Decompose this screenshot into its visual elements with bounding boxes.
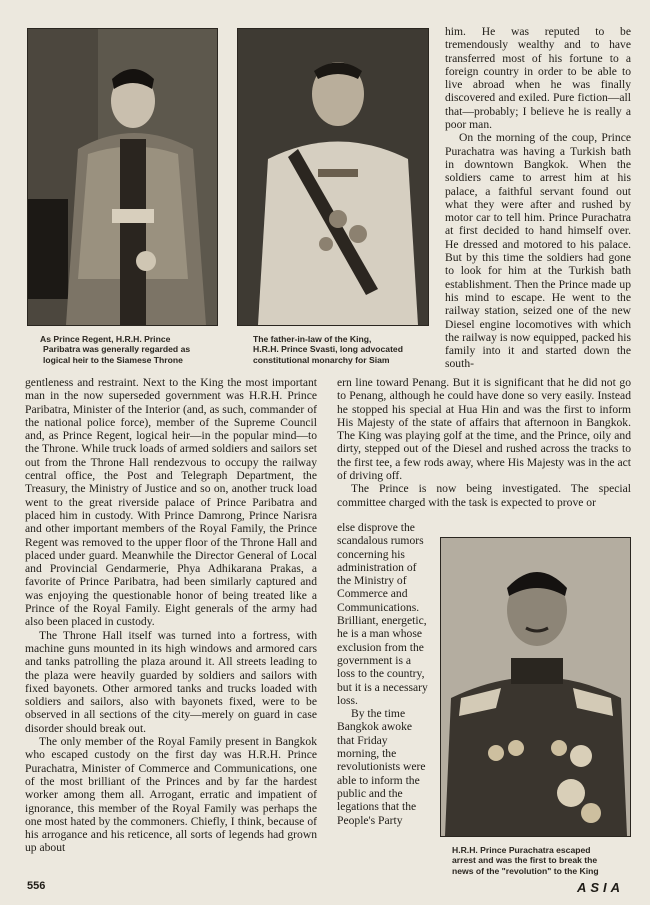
article-column-right-top: [445, 25, 631, 371]
paragraph: The Prince is now being investigated. The special committee charged with the task is expected to prove or: [337, 482, 631, 509]
paragraph: gentleness and restraint. Next to the King the most important man in the now superseded government was H.R.H. Prince Paribatra, Minister of the Interior (and, as such, commander of the national police force), member of the Supreme Council and, as Prince Regent, logical heir—in the popular mind—to the Throne. While truck loads of armed soldiers and sailors set out from the Throne Hall rendezvous to occupy the railway central office, the Post and Telegraph Department, the Treasury, the Ministry of Justice and so on, another truck load went to the great riverside palace of Prince Paribatra and placed him in custody. With Prince Damrong, Prince Narisra and other important members of the Royal Family, the Prince Regent was removed to the upper floor of the Throne Hall and placed under guard. Meanwhile the Director General of Local and Provincial Gendarmerie, Phya Adhikarana Prakas, a favorite of Prince Paribatra, had been similarly captured and was enjoying the questionable honor of being treated like a Prince of the Royal Family. Eight generals of the army had also been placed in custody.: [25, 376, 317, 629]
paragraph: The Throne Hall itself was turned into a fortress, with machine guns mounted in its high windows and armored cars and tanks patrolling the plaza around it. All streets leading to the plaza were heavily guarded by soldiers and sailors with fixed bayonets. Other armored tanks and trucks loaded with soldiers and sailors, also with bayonets fixed, were to be observed in all sections of the city—merely on guard in case disorder should break out.: [25, 628, 317, 735]
photo-prince-svasti: [237, 28, 429, 326]
paragraph: ern line toward Penang. But it is significant that he did not go to Penang, although he could have done so very easily. Instead he stopped his special at Hua Hin and was the first to inform His Majesty of the state of affairs that afternoon in Bangkok. The King was playing golf at the time, and the Prince, oily and dirty, stepped out of the Diesel and rushed across the tracks to the first tee, a few rods away, where His Majesty was in the act of driving off.: [337, 376, 631, 483]
magazine-title: ASIA: [576, 880, 624, 895]
caption-prince-purachatra: [452, 845, 632, 876]
paragraph: On the morning of the coup, Prince Purachatra was having a Turkish bath in downtown Bangkok. When the soldiers came to arrest him at his palace, a faithful servant found out what they were after and rushed by motor car to tell him. Prince Purachatra at first decided to hand himself over. He dressed and motored to his palace. But by this time the soldiers had gone to look for him at the Turkish bath establishment. Then the Prince made up his mind to escape. He went to the railway station, seized one of the new Diesel engine locomotives with which the railway is now equipped, packed his family into it and started down the south-: [445, 131, 631, 371]
paragraph: The only member of the Royal Family present in Bangkok who escaped custody on the first day was H.R.H. Prince Purachatra, Minister of Commerce and Communications, one of the most brilliant of the Princes and by far the hardest worker among them all. Arrogant, erratic and impatient of ignorance, this member of the Royal Family was perhaps the one most hated by the commoners. Chiefly, I think, because of his arrogance and his reticence, all sorts of legends had grown up about: [25, 735, 317, 855]
photo-prince-paribatra: [27, 28, 218, 326]
article-column-right-narrow: [337, 521, 429, 827]
caption-line: As Prince Regent, H.R.H. Prince: [40, 334, 171, 344]
caption-line: constitutional monarchy for Siam: [253, 354, 390, 365]
portrait-figure-purachatra: [441, 538, 630, 836]
article-column-left: [25, 376, 317, 855]
paragraph: him. He was reputed to be tremendously wealthy and to have transferred most of his fortune to a foreign country in order to be able to live abroad when he was finally discovered and exiled. Pure fiction—all that—probably; I believe he is really a poor man.: [445, 25, 631, 132]
portrait-figure-paribatra: [28, 29, 217, 325]
caption-prince-svasti: [253, 334, 433, 365]
caption-line: logical heir to the Siamese Throne: [43, 354, 183, 365]
page-number: 556: [27, 880, 46, 892]
caption-prince-regent: [40, 334, 220, 365]
caption-line: The father-in-law of the King,: [253, 334, 372, 344]
caption-line: news of the "revolution" to the King: [452, 865, 599, 876]
portrait-figure-svasti: [238, 29, 428, 325]
caption-line: H.R.H. Prince Svasti, long advocated: [253, 344, 403, 355]
caption-line: Paribatra was generally regarded as: [43, 344, 191, 355]
paragraph: By the time Bangkok awoke that Friday morning, the revolutionists were able to inform the public and the legations that the People's Party: [337, 707, 426, 827]
paragraph: else disprove the scandalous rumors concerning his administration of the Ministry of Commerce and Communications. Brilliant, energetic, he is a man whose exclusion from the government is a loss to the country, but it is a necessary loss.: [337, 521, 428, 707]
caption-line: arrest and was the first to break the: [452, 855, 598, 866]
photo-prince-purachatra: [440, 537, 631, 837]
caption-line: H.R.H. Prince Purachatra escaped: [452, 845, 591, 855]
article-column-right-middle: [337, 376, 631, 509]
